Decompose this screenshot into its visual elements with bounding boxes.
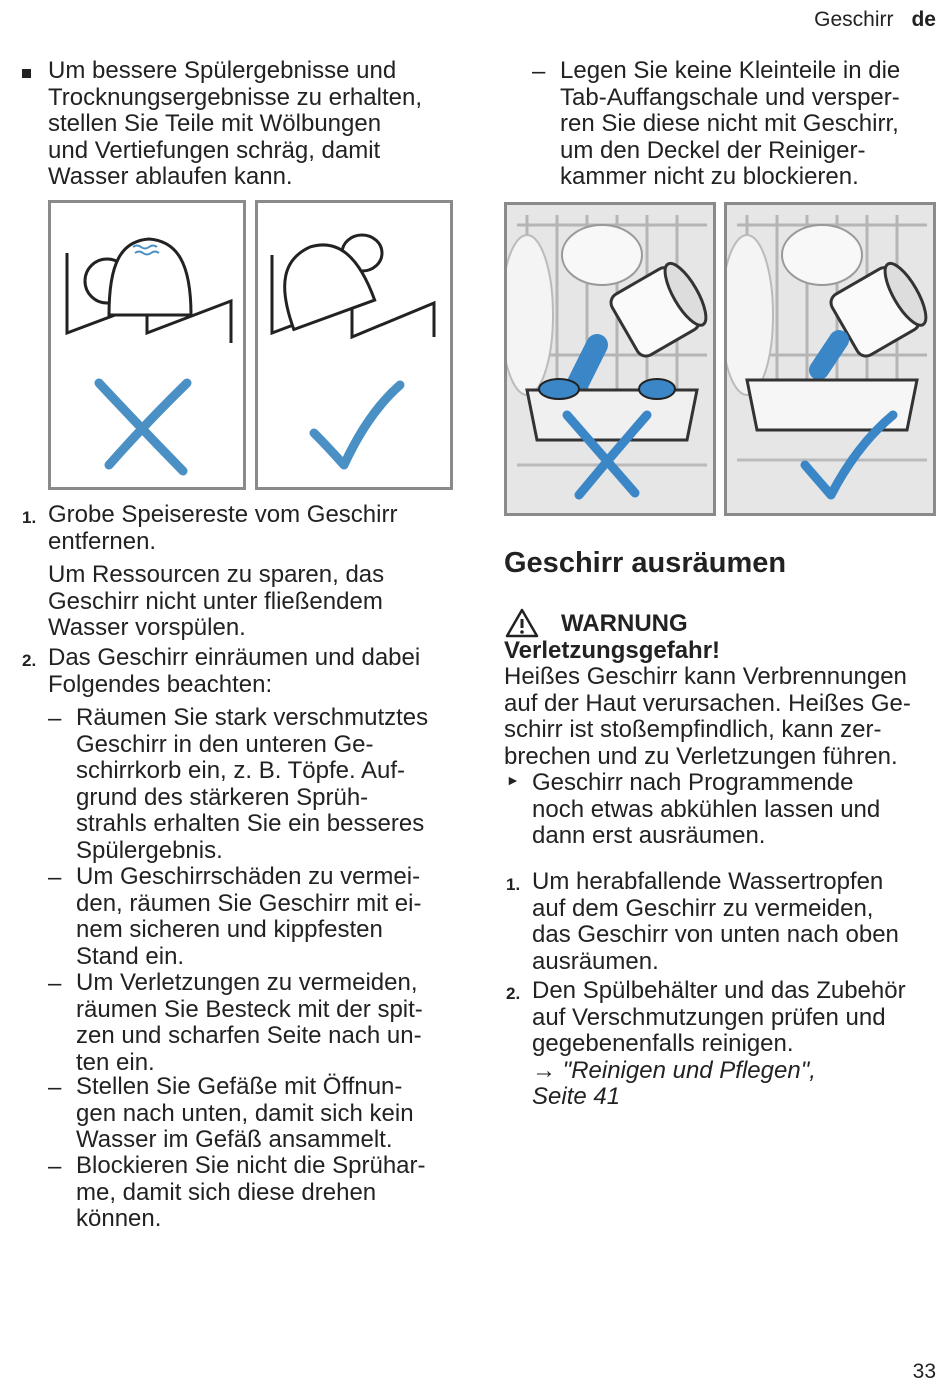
- text-line: Stellen Sie Gefäße mit Öffnun-: [76, 1073, 403, 1100]
- warning-text: [504, 664, 911, 770]
- text-line: stellen Sie Teile mit Wölbungen: [48, 110, 382, 137]
- text-line: das Geschirr von unten nach oben: [532, 921, 899, 948]
- step-number: 2.: [22, 651, 37, 670]
- text-line: Folgendes beachten:: [48, 670, 273, 698]
- tray-blocked-illustration: [507, 205, 713, 513]
- dash-marker: –: [48, 970, 62, 997]
- text-line: Geschirr nicht unter fließendem: [48, 587, 383, 615]
- text-line: Trocknungsergebnisse zu erhalten,: [48, 83, 422, 111]
- text-line: Blockieren Sie nicht die Sprühar-: [76, 1152, 426, 1179]
- unload-step-2: [532, 978, 906, 1111]
- text-line: ausräumen.: [532, 947, 659, 975]
- text-line: Tab-Auffangschale und versper-: [560, 83, 900, 111]
- text-line: auf Verschmutzungen prüfen und: [532, 1003, 886, 1031]
- text-line: schirr ist stoßempfindlich, kann zer-: [504, 716, 882, 743]
- photo-tray-free-correct: [724, 202, 936, 516]
- text-line: Stand ein.: [76, 942, 185, 970]
- step-number: 2.: [506, 984, 521, 1003]
- square-bullet-icon: [22, 69, 31, 78]
- sub-item: [76, 1153, 426, 1233]
- text-line: Wasser vorspülen.: [48, 614, 246, 641]
- dash-marker: –: [48, 1153, 62, 1180]
- text-line: Geschirr in den unteren Ge-: [76, 730, 374, 758]
- text-line: Heißes Geschirr kann Verbrennungen: [504, 663, 907, 690]
- section-title: Geschirr ausräumen: [504, 547, 787, 579]
- cross-icon: [99, 383, 187, 471]
- text-line: ten ein.: [76, 1048, 155, 1076]
- text-line: grund des stärkeren Sprüh-: [76, 783, 369, 811]
- dash-marker: –: [532, 58, 546, 85]
- text-line: Räumen Sie stark verschmutztes: [76, 704, 429, 731]
- sub-item: [76, 864, 421, 970]
- text-line: gegebenenfalls reinigen.: [532, 1030, 794, 1057]
- text-line: schirrkorb ein, z. B. Töpfe. Auf-: [76, 757, 406, 784]
- text-line: den, räumen Sie Geschirr mit ei-: [76, 889, 422, 917]
- text-line: können.: [76, 1205, 162, 1232]
- text-line: brechen und zu Verletzungen führen.: [504, 742, 898, 770]
- step-number: 1.: [22, 508, 37, 527]
- step-number: 1.: [506, 875, 521, 894]
- text-line: Um herabfallende Wassertropfen: [532, 868, 884, 895]
- step-1-text: [48, 502, 397, 555]
- tray-free-illustration: [727, 205, 933, 513]
- cup-upright-illustration: [51, 203, 243, 487]
- text-line: um den Deckel der Reiniger-: [560, 136, 866, 164]
- text-line: Um Ressourcen zu sparen, das: [48, 561, 385, 588]
- text-line: strahls erhalten Sie ein besseres: [76, 810, 425, 837]
- figure-cup-tilted-correct: [255, 200, 453, 490]
- action-arrow-icon: ►: [506, 772, 520, 788]
- text-line: auf der Haut verursachen. Heißes Ge-: [504, 689, 911, 717]
- text-line: Geschirr nach Programmende: [532, 769, 854, 796]
- unload-step-1: [532, 869, 899, 975]
- header-section: Geschirr: [814, 8, 894, 31]
- warning-action: [532, 770, 880, 850]
- step-1-note: [48, 562, 384, 642]
- page-number: 33: [912, 1360, 936, 1383]
- dash-marker: –: [48, 864, 62, 891]
- running-header: [814, 8, 936, 32]
- text-line: und Vertiefungen schräg, damit: [48, 136, 381, 164]
- text-line: Um Verletzungen zu vermeiden,: [76, 969, 418, 996]
- cross-reference-link[interactable]: → "Reinigen und Pflegen",: [532, 1056, 816, 1084]
- sub-item: [76, 970, 423, 1076]
- text-line: Um Geschirrschäden zu vermei-: [76, 863, 421, 890]
- step-2-text: [48, 645, 420, 698]
- text-line: gen nach unten, damit sich kein: [76, 1099, 414, 1127]
- text-line: Um bessere Spülergebnisse und: [48, 57, 397, 84]
- text-line: dann erst ausräumen.: [532, 822, 766, 849]
- dash-marker: –: [48, 1074, 62, 1101]
- text-line: Den Spülbehälter und das Zubehör: [532, 977, 906, 1004]
- text-line: Wasser im Gefäß ansammelt.: [76, 1126, 393, 1153]
- text-line: auf dem Geschirr zu vermeiden,: [532, 894, 874, 922]
- dash-marker: –: [48, 705, 62, 732]
- text-line: ren Sie diese nicht mit Geschirr,: [560, 110, 899, 137]
- text-line: Grobe Speisereste vom Geschirr: [48, 501, 398, 528]
- warning-triangle-icon: [505, 608, 539, 638]
- cross-reference-page[interactable]: Seite 41: [532, 1083, 621, 1110]
- cup-tilted-illustration: [258, 203, 450, 487]
- text-line: räumen Sie Besteck mit der spit-: [76, 995, 423, 1023]
- sub-item: [76, 1074, 414, 1154]
- checkmark-icon: [314, 385, 400, 465]
- text-line: kammer nicht zu blockieren.: [560, 163, 859, 190]
- tilt-tip-paragraph: [48, 58, 422, 191]
- tab-tray-paragraph: [560, 58, 900, 191]
- text-line: me, damit sich diese drehen: [76, 1178, 377, 1206]
- text-line: entfernen.: [48, 527, 157, 555]
- photo-tray-blocked-wrong: [504, 202, 716, 516]
- text-line: Wasser ablaufen kann.: [48, 163, 293, 190]
- text-line: Legen Sie keine Kleinteile in die: [560, 57, 901, 84]
- text-line: Spülergebnis.: [76, 836, 223, 864]
- figure-cup-upright-wrong: [48, 200, 246, 490]
- text-line: Das Geschirr einräumen und dabei: [48, 644, 421, 671]
- text-line: noch etwas abkühlen lassen und: [532, 795, 881, 823]
- text-line: nem sicheren und kippfesten: [76, 916, 383, 943]
- text-line: zen und scharfen Seite nach un-: [76, 1022, 422, 1049]
- warning-title: Verletzungsgefahr!: [504, 637, 721, 664]
- header-language: de: [911, 8, 936, 31]
- warning-label: WARNUNG: [561, 610, 688, 637]
- sub-item: [76, 705, 428, 864]
